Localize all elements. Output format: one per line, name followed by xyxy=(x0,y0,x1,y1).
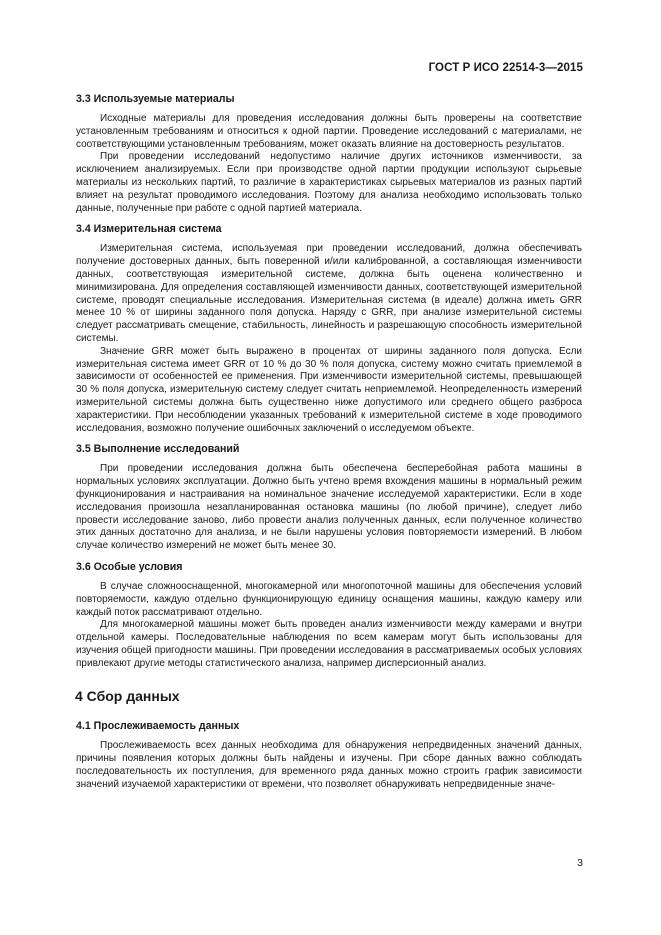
paragraph: Для многокамерной машины может быть проведен анализ изменчивости между камерами и внутри отдельной камеры. Последовательные наблюдения по всем камерам могут быть использованы для изучения общей пригодности машины. При проведении исследования в рассматриваемых особых условиях привлекают другие методы статистического анализа, например дисперсионный анализ. xyxy=(76,619,582,669)
section-4-1 xyxy=(76,720,582,791)
paragraph: Прослеживаемость всех данных необходима для обнаружения непредвиденных значений данных, причины появления которых должны быть найдены и изучены. При сборе данных важно соблюдать последовательность их поступления, для временного ряда данных можно строить график зависимости значений изучаемой характеристики от времени, что позволяет обнаруживать непредвиденные значе- xyxy=(76,740,582,790)
paragraph: При проведении исследований недопустимо наличие других источников изменчивости, за исключением анализируемых. Если при производстве одной партии продукции используют сырьевые материалы из нескольких партий, то различие в характеристиках сырьевых материалов из разных партий влияет на результат проводимого исследования. Поэтому для анализа необходимо использовать только данные, полученные при работе с одной партией материала. xyxy=(76,151,582,214)
paragraph: Значение GRR может быть выражено в процентах от ширины заданного поля допуска. Если измерительная система имеет GRR от 10 % до 30 % поля допуска, систему можно считать приемлемой в зависимости от особенностей ее применения. При изменчивости измерительной системы, превышающей 30 % поля допуска, измерительную систему следует считать неприемлемой. Неопределенность измерений измерительной системы должна быть существенно ниже допустимого или среднего общего разброса характеристики. При несоблюдении указанных требований к измерительной системе в ходе проводимого исследования, возможно получение ошибочных заключений о исследуемом объекте. xyxy=(76,345,582,434)
section-3-3 xyxy=(76,93,582,215)
chapter-heading: 4 Сбор данных xyxy=(75,688,180,705)
paragraph: В случае сложнооснащенной, многокамерной или многопоточной машины для обеспечения условий повторяемости, каждую отдельно функционирующую единицу оснащения машины, каждую камеру или каждый поток рассматривают отдельно. xyxy=(76,580,582,618)
page-number: 3 xyxy=(577,857,583,869)
paragraph: Исходные материалы для проведения исследования должны быть проверены на соответствие установленным требованиям и относиться к одной партии. Проведение исследований с материалами, не соответствующими установленным требованиям, может оказать влияние на достоверность результатов. xyxy=(76,113,582,150)
section-3-5 xyxy=(76,443,582,553)
section-heading: 3.6 Особые условия xyxy=(76,560,183,573)
page-content xyxy=(76,93,582,800)
section-3-6 xyxy=(76,561,582,671)
section-3-4 xyxy=(76,223,582,435)
section-heading: 4.1 Прослеживаемость данных xyxy=(76,720,240,733)
section-heading: 3.4 Измерительная система xyxy=(76,223,222,236)
paragraph: Измерительная система, используемая при проведении исследований, должна обеспечивать получение достоверных данных, быть поверенной и/или калиброванной, а составляющая изменчивости данных, соответствующая измерительной системе, должна быть оценена количественно и минимизирована. Для определения составляющей изменчивости данных, соответствующей измерительной системе, проводят специальные исследования. Измерительная система (в идеале) должна иметь GRR менее 10 % от ширины заданного поля допуска. Наряду с GRR, при анализе измерительной системы следует рассматривать смещение, стабильность, линейность и разрешающую способность измерительной системы. xyxy=(76,243,582,344)
document-code: ГОСТ Р ИСО 22514-3—2015 xyxy=(428,62,583,74)
section-heading: 3.3 Используемые материалы xyxy=(76,93,235,105)
paragraph: При проведении исследования должна быть обеспечена бесперебойная работа машины в нормальных условиях эксплуатации. Должно быть учтено время вхождения машины в нормальный режим функционирования и настраивания на номинальное значение исследуемой характеристики. Если в ходе исследования произошла незапланированная остановка машины (по любой причине), следует либо провести исследование заново, либо провести анализ полученных данных, если полученное количество этих данных достаточно для анализа, и не были нарушены условия повторяемости измерений. В любом случае количество измерений не может быть менее 30. xyxy=(76,463,582,552)
section-heading: 3.5 Выполнение исследований xyxy=(76,443,240,456)
